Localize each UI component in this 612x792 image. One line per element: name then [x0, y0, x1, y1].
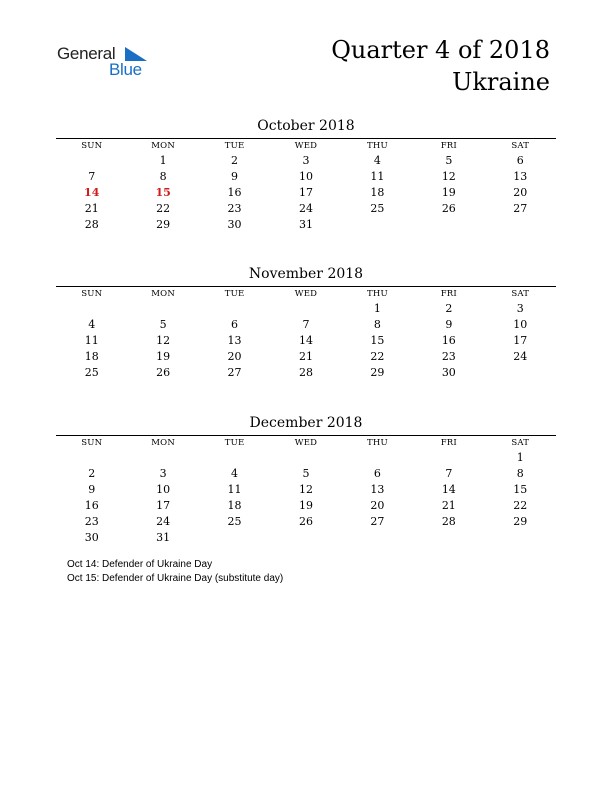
day-cell: 13 [227, 334, 242, 347]
day-cell: 30 [84, 531, 99, 544]
holiday-day-cell: 14 [84, 186, 100, 199]
empty-day-cell [485, 530, 556, 546]
day-cell: 24 [513, 350, 528, 363]
weekday-label: SAT [511, 141, 530, 151]
day-cell: 7 [445, 467, 453, 480]
day-cell: 13 [513, 170, 528, 183]
weekday-header [56, 436, 556, 450]
day-cell: 12 [441, 170, 456, 183]
empty-day-cell [485, 217, 556, 233]
day-cell: 2 [231, 154, 239, 167]
empty-day-cell [56, 450, 127, 466]
logo-blue-text: Blue [109, 60, 142, 79]
day-cell: 15 [370, 334, 385, 347]
day-cell: 18 [227, 499, 242, 512]
weekday-label: WED [294, 289, 318, 299]
day-cell: 4 [373, 154, 381, 167]
day-cell: 20 [513, 186, 528, 199]
day-cell: 29 [156, 218, 171, 231]
empty-day-cell [342, 450, 413, 466]
day-cell: 22 [156, 202, 171, 215]
weekday-label: WED [294, 438, 318, 448]
empty-day-cell [56, 301, 127, 317]
empty-day-cell [413, 217, 484, 233]
empty-day-cell [127, 301, 198, 317]
weekday-label: SUN [81, 438, 103, 448]
day-cell: 4 [88, 318, 96, 331]
day-cell: 17 [298, 186, 313, 199]
empty-day-cell [413, 450, 484, 466]
day-cell: 3 [516, 302, 524, 315]
holiday-note: Oct 14: Defender of Ukraine Day [67, 559, 213, 570]
holiday-notes [67, 558, 283, 586]
day-cell: 16 [441, 334, 456, 347]
weekday-label: THU [366, 289, 388, 299]
day-cell: 20 [370, 499, 385, 512]
day-cell: 23 [84, 515, 99, 528]
day-cell: 22 [513, 499, 528, 512]
day-cell: 1 [159, 154, 167, 167]
day-cell: 29 [513, 515, 528, 528]
day-cell: 31 [156, 531, 171, 544]
weekday-label: FRI [440, 141, 457, 151]
day-cell: 31 [298, 218, 313, 231]
day-cell: 20 [227, 350, 242, 363]
weekday-label: SAT [511, 289, 530, 299]
day-cell: 10 [298, 170, 313, 183]
day-cell: 5 [302, 467, 310, 480]
day-cell: 27 [513, 202, 528, 215]
day-cell: 24 [298, 202, 313, 215]
empty-day-cell [270, 530, 341, 546]
day-cell: 2 [88, 467, 96, 480]
empty-day-cell [342, 217, 413, 233]
day-cell: 28 [298, 366, 313, 379]
day-cell: 18 [84, 350, 99, 363]
holiday-note: Oct 15: Defender of Ukraine Day (substitute day) [67, 573, 284, 584]
holiday-day-cell: 15 [155, 186, 171, 199]
day-cell: 12 [298, 483, 313, 496]
day-cell: 30 [227, 218, 242, 231]
weekday-label: TUE [224, 289, 245, 299]
day-cell: 21 [84, 202, 99, 215]
logo [57, 44, 157, 84]
day-cell: 16 [84, 499, 99, 512]
empty-day-cell [342, 530, 413, 546]
day-cell: 6 [373, 467, 381, 480]
day-cell: 29 [370, 366, 385, 379]
day-cell: 11 [84, 334, 99, 347]
day-cell: 1 [373, 302, 381, 315]
empty-day-cell [199, 301, 270, 317]
weekday-label: SAT [511, 438, 530, 448]
month-title: December 2018 [249, 415, 363, 431]
day-cell: 5 [445, 154, 453, 167]
day-cell: 28 [84, 218, 99, 231]
weekday-label: THU [366, 438, 388, 448]
country-name: Ukraine [452, 68, 550, 96]
day-cell: 6 [231, 318, 239, 331]
day-cell: 12 [156, 334, 171, 347]
day-cell: 21 [441, 499, 456, 512]
day-cell: 25 [370, 202, 385, 215]
day-cell: 8 [373, 318, 381, 331]
day-cell: 1 [516, 451, 524, 464]
day-cell: 13 [370, 483, 385, 496]
weekday-label: WED [294, 141, 318, 151]
month-title: October 2018 [257, 118, 355, 134]
day-cell: 26 [156, 366, 171, 379]
month-title: November 2018 [248, 266, 364, 282]
weekday-label: THU [366, 141, 388, 151]
day-grid [56, 153, 556, 233]
empty-day-cell [270, 450, 341, 466]
day-cell: 3 [302, 154, 310, 167]
weekday-label: TUE [224, 141, 245, 151]
day-cell: 11 [227, 483, 242, 496]
day-grid [56, 450, 556, 546]
day-cell: 28 [441, 515, 456, 528]
weekday-label: MON [151, 141, 175, 151]
day-cell: 8 [159, 170, 167, 183]
day-cell: 24 [156, 515, 171, 528]
day-cell: 10 [513, 318, 528, 331]
day-cell: 14 [441, 483, 456, 496]
empty-day-cell [485, 365, 556, 381]
empty-day-cell [56, 153, 127, 169]
day-cell: 9 [231, 170, 239, 183]
month-november [56, 265, 556, 381]
day-cell: 15 [513, 483, 528, 496]
day-cell: 18 [370, 186, 385, 199]
day-cell: 9 [88, 483, 96, 496]
day-cell: 25 [227, 515, 242, 528]
weekday-label: FRI [440, 438, 457, 448]
empty-day-cell [199, 450, 270, 466]
weekday-label: SUN [81, 141, 103, 151]
day-cell: 25 [84, 366, 99, 379]
day-cell: 23 [441, 350, 456, 363]
empty-day-cell [199, 530, 270, 546]
weekday-label: TUE [224, 438, 245, 448]
empty-day-cell [270, 301, 341, 317]
weekday-label: SUN [81, 289, 103, 299]
day-cell: 30 [441, 366, 456, 379]
day-cell: 17 [513, 334, 528, 347]
logo-general-text: General [57, 44, 116, 63]
day-cell: 9 [445, 318, 453, 331]
day-cell: 26 [441, 202, 456, 215]
day-cell: 19 [156, 350, 171, 363]
day-cell: 26 [298, 515, 313, 528]
day-cell: 19 [298, 499, 313, 512]
day-cell: 7 [88, 170, 96, 183]
page-title: Quarter 4 of 2018 [331, 36, 550, 64]
logo-triangle-icon [125, 47, 147, 61]
day-cell: 2 [445, 302, 453, 315]
day-cell: 21 [298, 350, 313, 363]
month-october [56, 117, 556, 233]
day-cell: 27 [370, 515, 385, 528]
day-cell: 4 [231, 467, 239, 480]
empty-day-cell [413, 530, 484, 546]
weekday-header [56, 139, 556, 153]
day-cell: 17 [156, 499, 171, 512]
day-cell: 7 [302, 318, 310, 331]
day-cell: 11 [370, 170, 385, 183]
day-cell: 19 [441, 186, 456, 199]
day-cell: 23 [227, 202, 242, 215]
day-cell: 16 [227, 186, 242, 199]
weekday-label: MON [151, 438, 175, 448]
day-cell: 5 [159, 318, 167, 331]
empty-day-cell [127, 450, 198, 466]
month-december [56, 414, 556, 546]
weekday-header [56, 287, 556, 301]
weekday-label: FRI [440, 289, 457, 299]
day-cell: 22 [370, 350, 385, 363]
day-cell: 8 [516, 467, 524, 480]
day-cell: 27 [227, 366, 242, 379]
weekday-label: MON [151, 289, 175, 299]
day-cell: 6 [516, 154, 524, 167]
day-cell: 10 [156, 483, 171, 496]
day-cell: 14 [298, 334, 313, 347]
day-grid [56, 301, 556, 381]
day-cell: 3 [159, 467, 167, 480]
